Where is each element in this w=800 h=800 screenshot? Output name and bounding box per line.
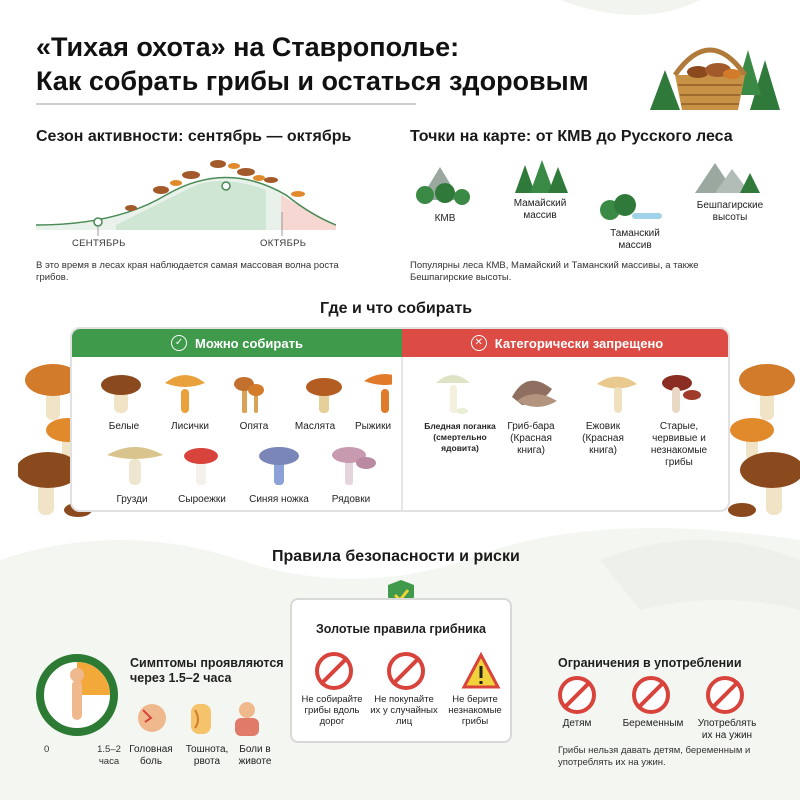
panel-divider — [401, 357, 403, 512]
limits-title: Ограничения в употреблении — [558, 656, 742, 670]
no-children-icon — [558, 676, 596, 714]
forbidden-label: Категорически запрещено — [494, 335, 664, 351]
forbidden-item-label: Гриб-бара (Красная книга) — [507, 421, 555, 456]
timer-progress-arc — [36, 654, 118, 736]
map-text: Популярны леса КМВ, Мамайский и Таманский массивы, а также Бешпагирские высоты. — [410, 260, 699, 283]
rule-label: Не собирайте грибы вдоль дорог — [301, 694, 363, 727]
allowed-mushrooms-row1 — [92, 369, 392, 419]
allowed-item-label: Опята — [239, 421, 269, 432]
safety-heading: Правила безопасности и риски — [272, 548, 520, 565]
forbidden-item-label: Старые, червивые и незнакомые грибы — [650, 421, 708, 468]
season-curve-chart — [36, 150, 336, 240]
season-month-start: СЕНТЯБРЬ — [72, 238, 126, 249]
limit-label: Детям — [562, 718, 592, 729]
season-month-end: ОКТЯБРЬ — [260, 238, 307, 249]
forbidden-header — [402, 329, 730, 357]
rule-label: Не берите незнакомые грибы — [448, 694, 502, 727]
title-underline — [36, 103, 416, 105]
forbidden-item-label: Ежовик (Красная книга) — [582, 421, 624, 456]
allowed-item-label: Рыжики — [354, 421, 392, 432]
clock-end-label: 1.5–2 часа — [97, 744, 121, 767]
allowed-item-label: Сыроежки — [178, 494, 226, 505]
limit-label: Беременным — [622, 718, 684, 729]
golden-rules-title: Золотые правила грибника — [315, 622, 487, 636]
season-text: В это время в лесах края наблюдается самая массовая волна роста грибов. — [36, 260, 339, 283]
clock-start-label: 0 — [44, 744, 50, 755]
map-place-kmv: КМВ — [434, 213, 456, 224]
allowed-item-label: Рядовки — [331, 494, 371, 505]
where-panel — [70, 327, 730, 512]
no-road-icon — [315, 652, 353, 690]
limits-text: Грибы нельзя давать детям, беременным и употреблять их на ужин. — [558, 745, 751, 768]
map-place-beshpagir: Бешпагирские высоты — [696, 200, 764, 223]
symptoms-title: Симптомы проявляются через 1.5–2 часа — [130, 656, 284, 685]
right-mushroom-cluster — [722, 340, 800, 530]
check-icon: ✓ — [171, 335, 187, 351]
no-pregnant-icon — [632, 676, 670, 714]
allowed-mushrooms-row2 — [92, 441, 392, 491]
map-place-mamai: Мамайский массив — [513, 198, 567, 221]
allowed-item-label: Маслята — [294, 421, 336, 432]
forbidden-mushrooms — [422, 369, 722, 419]
map-place-taman: Таманский массив — [610, 228, 660, 251]
where-heading: Где и что собирать — [320, 300, 473, 317]
warning-icon — [461, 652, 501, 690]
allowed-item-label: Лисички — [171, 421, 209, 432]
rule-label: Не покупайте их у случайных лиц — [370, 694, 438, 727]
no-buy-icon — [387, 652, 425, 690]
no-dinner-icon — [706, 676, 744, 714]
symptom-label: Боли в животе — [238, 744, 272, 767]
allowed-item-label: Синяя ножка — [249, 494, 309, 505]
forbidden-item-label: Бледная поганка (смертельно ядовита) — [424, 421, 496, 453]
basket-forest-illustration — [640, 20, 780, 115]
allowed-item-label: Грузди — [116, 494, 148, 505]
allowed-label: Можно собирать — [195, 335, 303, 351]
limit-label: Употреблять их на ужин — [697, 718, 757, 741]
cross-icon: ✕ — [471, 335, 487, 351]
allowed-header — [72, 329, 402, 357]
symptom-icons — [135, 696, 275, 740]
allowed-item-label: Белые — [108, 421, 140, 432]
symptom-label: Тошнота, рвота — [185, 744, 229, 767]
page-title — [36, 30, 589, 98]
symptom-label: Головная боль — [129, 744, 173, 767]
season-heading: Сезон активности: сентябрь — октябрь — [36, 128, 352, 145]
map-heading: Точки на карте: от КМВ до Русского леса — [410, 128, 733, 145]
title-line-2: Как собрать грибы и остаться здоровым — [36, 66, 589, 96]
title-line-1: «Тихая охота» на Ставрополье: — [36, 32, 460, 62]
